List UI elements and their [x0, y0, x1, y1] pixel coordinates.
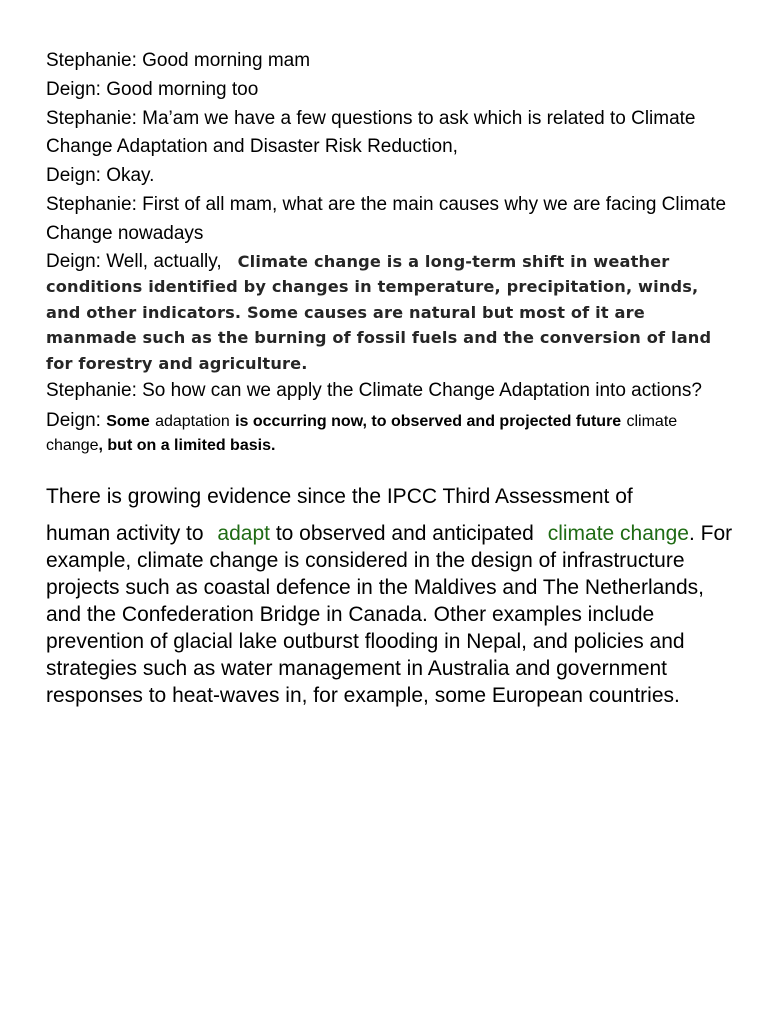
- article-paragraph: [46, 482, 736, 709]
- article-body: [46, 520, 736, 709]
- dialogue-text: Okay.: [100, 165, 155, 187]
- dialogue-line-7: [46, 377, 736, 406]
- dialogue-line-6: [46, 249, 736, 377]
- interview-dialogue: [46, 47, 736, 457]
- dialogue-line-5: [46, 191, 736, 249]
- link-climate-change-article[interactable]: climate change: [547, 522, 689, 545]
- answer-text: , but on a limited basis.: [98, 437, 276, 455]
- bold-answer: Climate change is a long-term shift in weather conditions identified by changes in temperature, precipitation, winds, and other indicators. Some causes are natural but most of it are manmade such as the burning of fossil fuels and the conversion of land for forestry and agriculture.: [46, 251, 712, 373]
- dialogue-line-1: [46, 47, 736, 76]
- answer-text: Some: [106, 413, 150, 431]
- speaker-label: Deign:: [46, 165, 101, 187]
- link-climate-change[interactable]: climate change: [46, 413, 678, 455]
- speaker-label: Stephanie:: [46, 50, 137, 71]
- dialogue-line-3: [46, 105, 736, 163]
- dialogue-lead: Deign: Well, actually,: [46, 250, 222, 272]
- article-text: . For example, climate change is considered in the design of infrastructure projects such as coastal defence in the Maldives and The Netherlands, and the Confederation Bridge in Canada. Other examples include prevention of glacial lake outburst flooding in Nepal, and policies and strategies such as water management in Australia and government responses to heat-waves in, for example, some European countries.: [46, 522, 733, 707]
- speaker-label: Stephanie:: [46, 379, 137, 401]
- dialogue-text: Good morning mam: [136, 50, 311, 71]
- dialogue-text: So how can we apply the Climate Change Adaptation into actions?: [136, 379, 702, 401]
- dialogue-line-8: [46, 409, 736, 457]
- link-adapt[interactable]: adapt: [217, 522, 270, 545]
- answer-text: is occurring now, to observed and projected future: [235, 413, 622, 431]
- dialogue-text: Ma’am we have a few questions to ask which is related to Climate Change Adaptation and Disaster Risk Reduction,: [46, 107, 696, 158]
- dialogue-text: First of all mam, what are the main causes why we are facing Climate Change nowadays: [46, 193, 727, 244]
- speaker-label: Stephanie:: [46, 193, 137, 215]
- dialogue-line-4: [46, 162, 736, 191]
- speaker-label: Stephanie:: [46, 107, 137, 129]
- dialogue-line-2: [46, 76, 736, 105]
- speaker-label: Deign:: [46, 78, 101, 100]
- link-adaptation[interactable]: adaptation: [155, 413, 230, 431]
- speaker-label: Deign:: [46, 410, 101, 432]
- article-text: human activity to: [46, 522, 204, 545]
- article-text: to observed and anticipated: [275, 522, 534, 545]
- dialogue-text: Good morning too: [100, 78, 259, 100]
- article-first-line: There is growing evidence since the IPCC Third Assessment of: [46, 485, 633, 508]
